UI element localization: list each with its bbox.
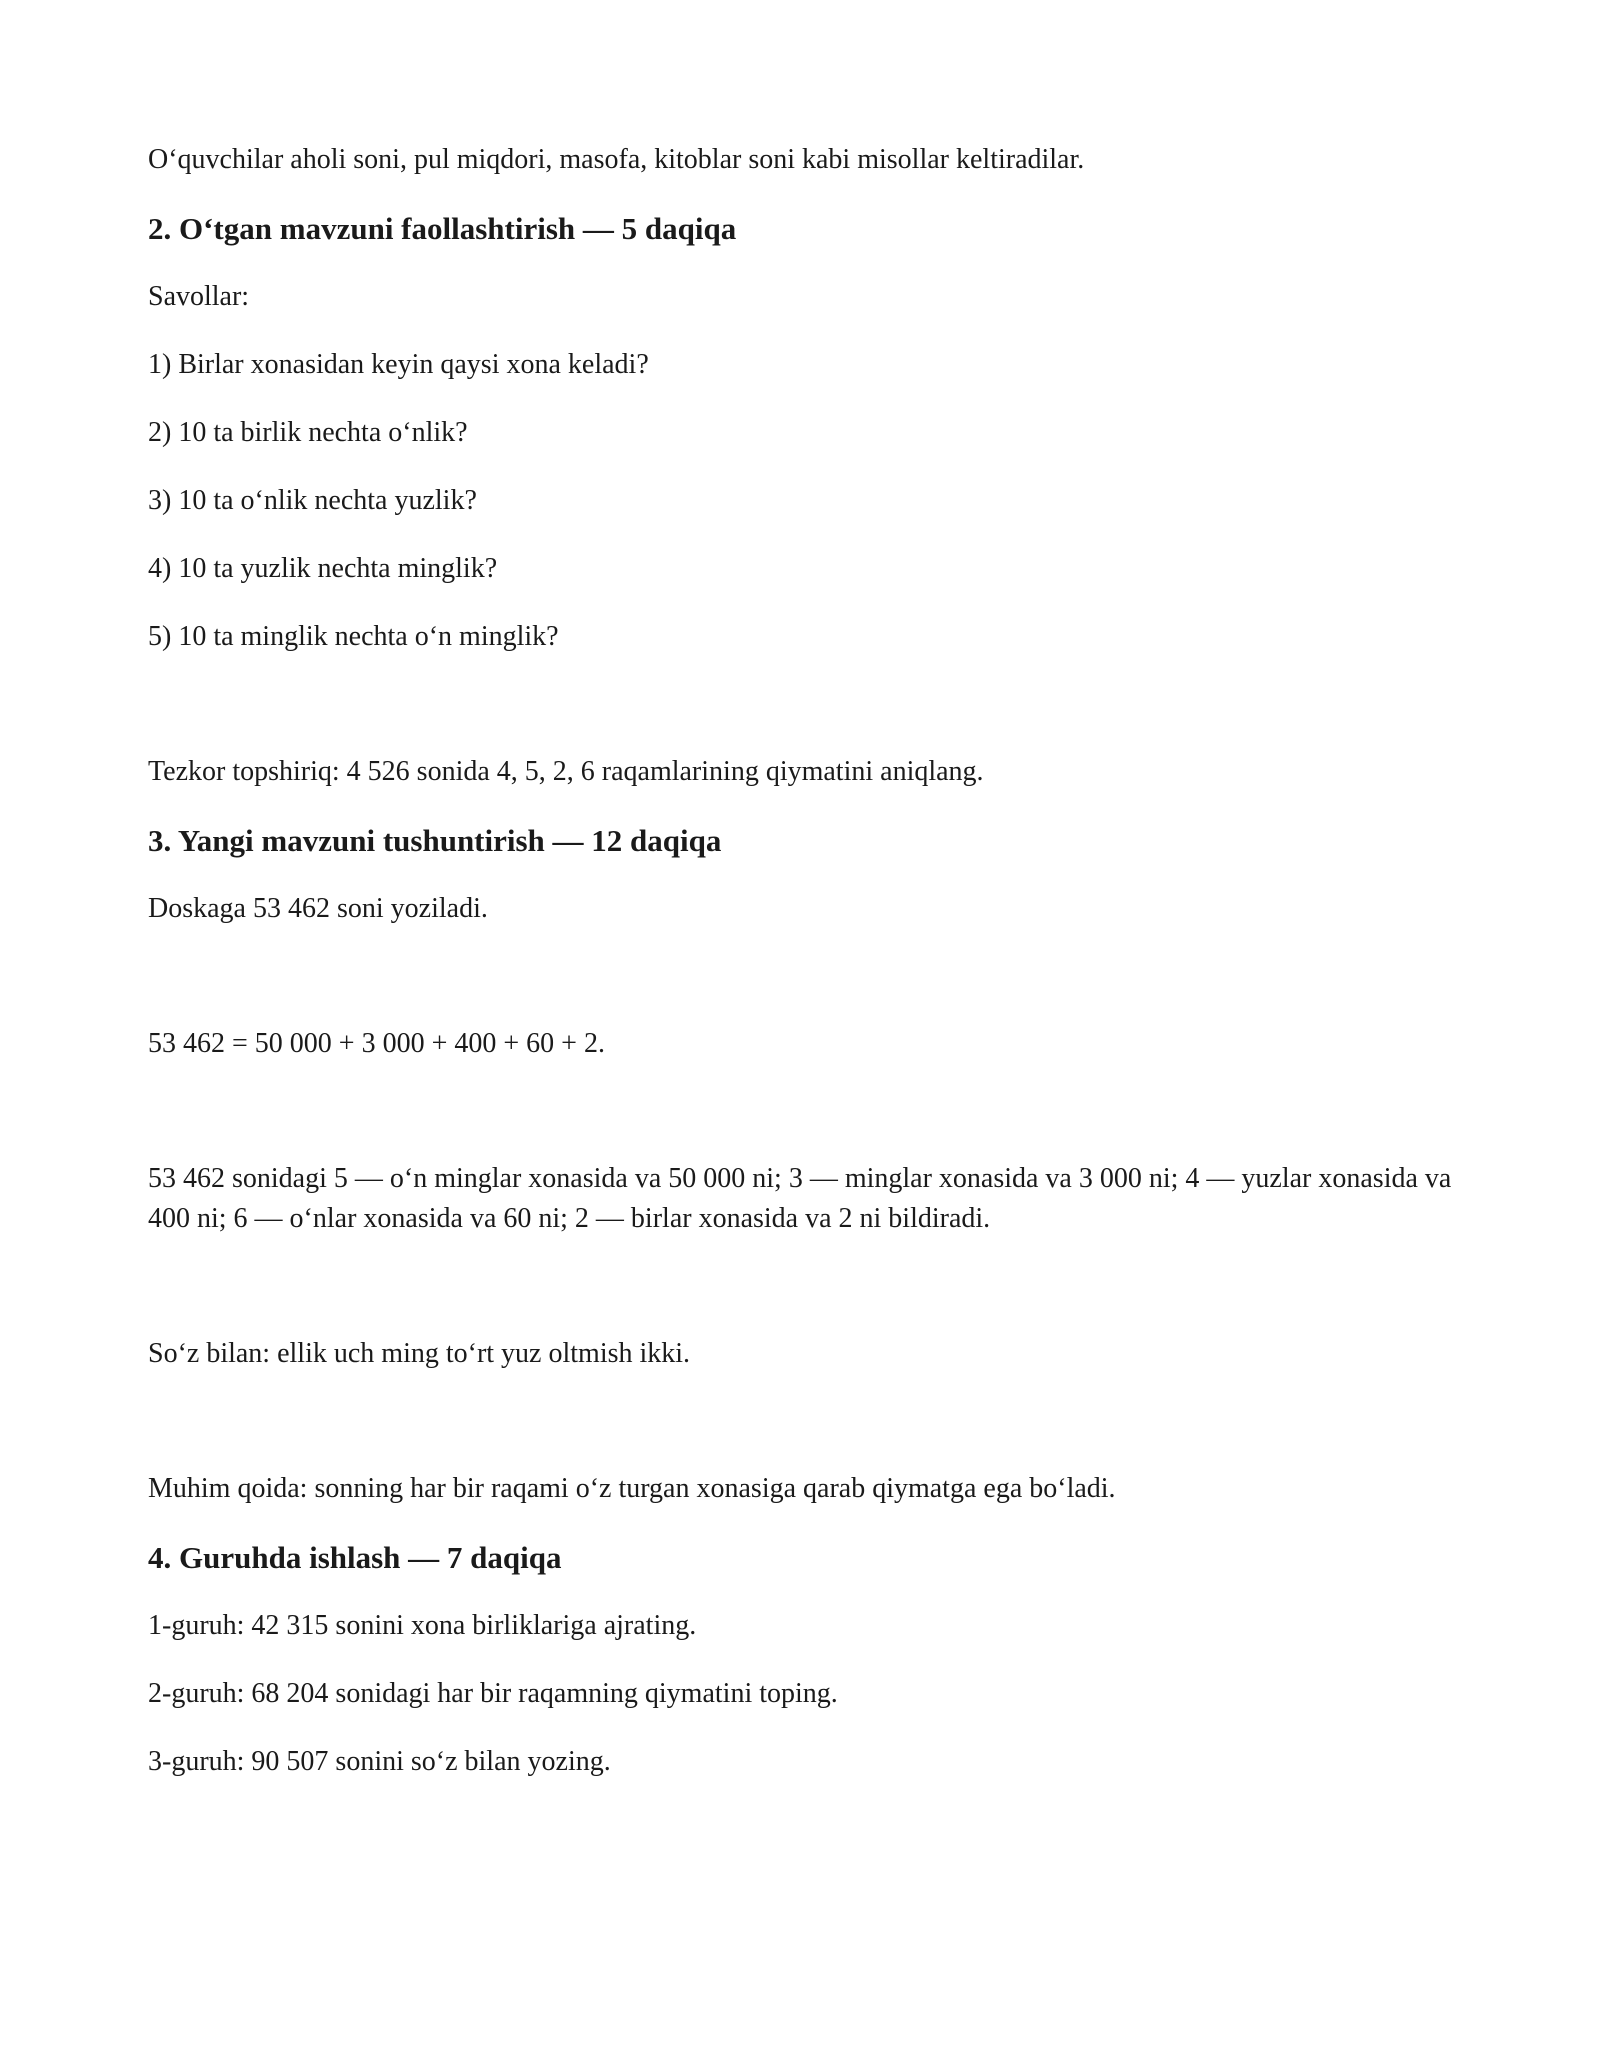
blank-line [148,685,1468,752]
in-words-paragraph: So‘z bilan: ellik uch ming to‘rt yuz oltmish ikki. [148,1338,691,1369]
question-item: 2) 10 ta birlik nechta o‘nlik? [148,417,468,448]
blank-line [148,1092,1468,1159]
questions-label: Savollar: [148,281,250,312]
blank-line [148,1402,1468,1469]
blank-line [148,1267,1468,1334]
explanation-paragraph: 53 462 sonidagi 5 — o‘n minglar xonasida va 50 000 ni; 3 — minglar xonasida va 3 000 ni; 4 — yuzlar xonasida va 400 ni; 6 — o‘nlar xonasida va 60 ni; 2 — birlar xonasida va 2 ni bildiradi. [148,1163,1452,1234]
blank-line [148,957,1468,1024]
board-paragraph: Doskaga 53 462 soni yoziladi. [148,893,488,924]
rule-paragraph: Muhim qoida: sonning har bir raqami o‘z turgan xonasiga qarab qiymatga ega bo‘ladi. [148,1473,1116,1504]
section-4-heading: 4. Guruhda ishlash — 7 daqiqa [148,1540,562,1575]
document-body [148,140,1468,1810]
question-item: 5) 10 ta minglik nechta o‘n minglik? [148,621,559,652]
section-3-heading: 3. Yangi mavzuni tushuntirish — 12 daqiqa [148,823,722,858]
section-2-heading: 2. O‘tgan mavzuni faollashtirish — 5 daqiqa [148,211,737,246]
question-item: 1) Birlar xonasidan keyin qaysi xona keladi? [148,349,649,380]
group-task-item: 3-guruh: 90 507 sonini so‘z bilan yozing. [148,1746,611,1777]
group-task-item: 2-guruh: 68 204 sonidagi har bir raqamning qiymatini toping. [148,1678,838,1709]
quick-task-paragraph: Tezkor topshiriq: 4 526 sonida 4, 5, 2, 6 raqamlarining qiymatini aniqlang. [148,756,984,787]
intro-paragraph: O‘quvchilar aholi soni, pul miqdori, masofa, kitoblar soni kabi misollar keltiradilar. [148,144,1085,175]
question-item: 4) 10 ta yuzlik nechta minglik? [148,553,498,584]
group-task-item: 1-guruh: 42 315 sonini xona birliklariga ajrating. [148,1610,697,1641]
expansion-paragraph: 53 462 = 50 000 + 3 000 + 400 + 60 + 2. [148,1028,605,1059]
question-item: 3) 10 ta o‘nlik nechta yuzlik? [148,485,477,516]
